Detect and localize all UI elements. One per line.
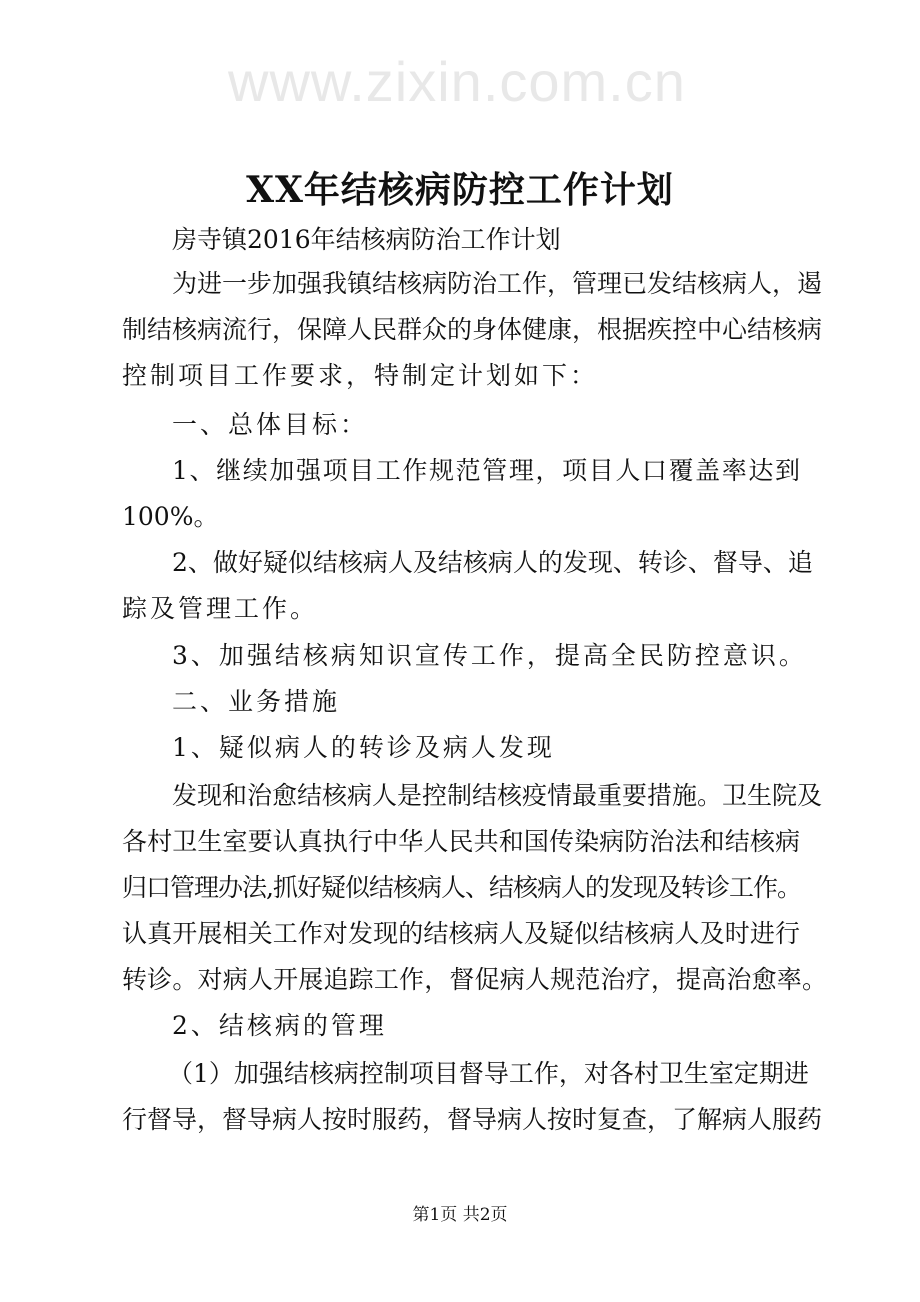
paragraph-line: 控制项目工作要求，特制定计划如下： (122, 361, 599, 390)
subsection-heading: 2、结核病的管理 (172, 1011, 387, 1040)
section-heading: 二、业务措施 (172, 687, 341, 716)
paragraph-line: 认真开展相关工作对发现的结核病人及疑似结核病人及时进行 (122, 919, 800, 948)
paragraph-line: 踪及管理工作。 (122, 594, 319, 623)
subtitle-line: 房寺镇2016年结核病防治工作计划 (172, 225, 561, 254)
paragraph-line: （1）加强结核病控制项目督导工作，对各村卫生室定期进 (168, 1059, 809, 1088)
section-heading: 一、总体目标： (172, 410, 369, 439)
paragraph-line: 3、加强结核病知识宣传工作，提高全民防控意识。 (172, 641, 807, 670)
paragraph-line: 1、继续加强项目工作规范管理，项目人口覆盖率达到 (172, 456, 800, 485)
watermark: www.zixin.com.cn (228, 50, 686, 113)
paragraph-line: 转诊。对病人开展追踪工作，督促病人规范治疗，提高治愈率。 (122, 965, 827, 994)
paragraph-line: 行督导，督导病人按时服药，督导病人按时复查，了解病人服药 (122, 1105, 823, 1134)
page-footer: 第1页 共2页 (412, 1205, 508, 1225)
paragraph-line: 为进一步加强我镇结核病防治工作，管理已发结核病人，遏 (172, 269, 823, 298)
paragraph-line: 归口管理办法,抓好疑似结核病人、结核病人的发现及转诊工作。 (122, 873, 801, 902)
paragraph-line: 100%。 (122, 502, 219, 531)
document-title: XX年结核病防控工作计划 (246, 169, 674, 211)
paragraph-line: 2、做好疑似结核病人及结核病人的发现、转诊、督导、追 (172, 548, 813, 577)
paragraph-line: 制结核病流行，保障人民群众的身体健康，根据疾控中心结核病 (122, 315, 823, 344)
subsection-heading: 1、疑似病人的转诊及病人发现 (172, 733, 555, 762)
paragraph-line: 各村卫生室要认真执行中华人民共和国传染病防治法和结核病 (122, 827, 800, 856)
paragraph-line: 发现和治愈结核病人是控制结核疫情最重要措施。卫生院及 (172, 781, 823, 810)
